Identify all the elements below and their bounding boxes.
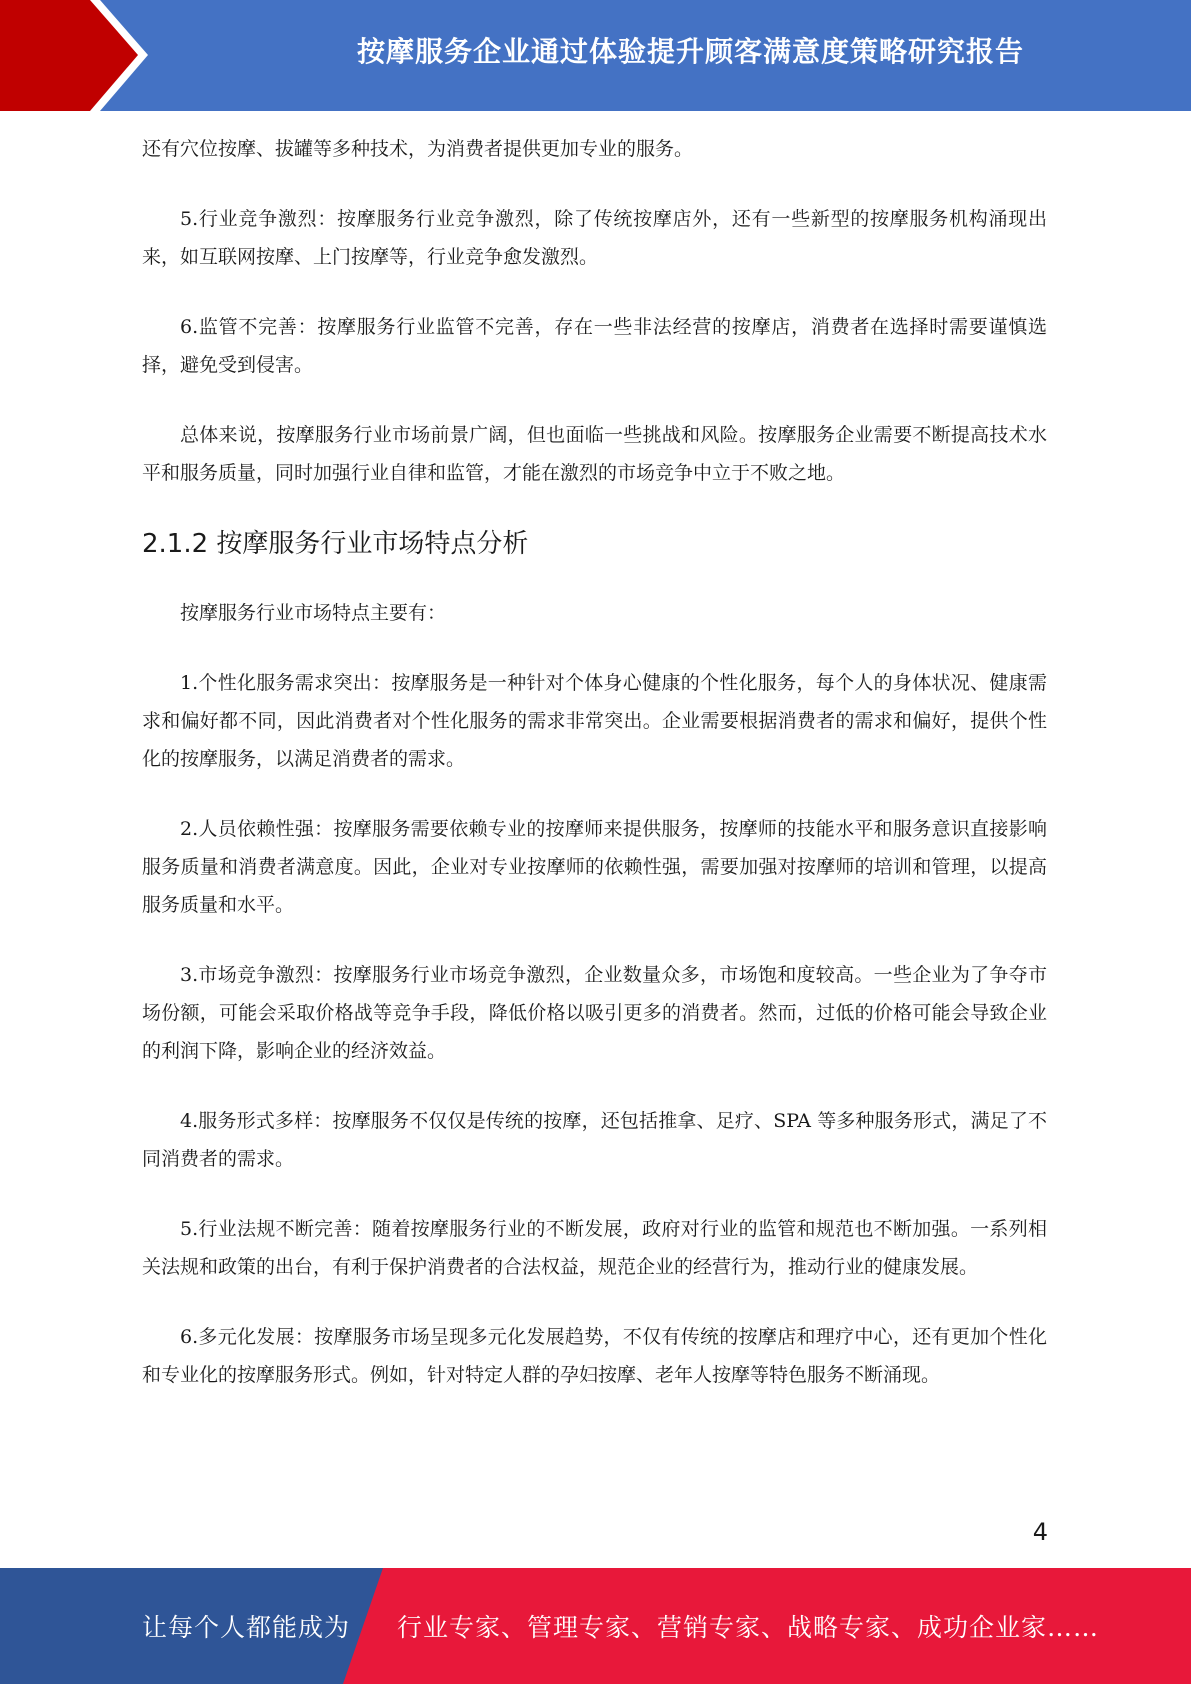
paragraph: 4.服务形式多样：按摩服务不仅仅是传统的按摩，还包括推拿、足疗、SPA 等多种服务形式，满足了不同消费者的需求。 xyxy=(142,1110,1047,1170)
page-footer xyxy=(0,1568,1191,1684)
footer-slogan-right: 行业专家、管理专家、营销专家、战略专家、成功企业家…… xyxy=(397,1613,1100,1642)
paragraph: 按摩服务行业市场特点主要有： xyxy=(180,602,447,624)
footer-slogan-left: 让每个人都能成为 xyxy=(142,1613,351,1642)
page-header xyxy=(0,0,1191,111)
paragraph: 5.行业竞争激烈：按摩服务行业竞争激烈，除了传统按摩店外，还有一些新型的按摩服务机构涌现出来，如互联网按摩、上门按摩等，行业竞争愈发激烈。 xyxy=(142,208,1047,268)
paragraph: 总体来说，按摩服务行业市场前景广阔，但也面临一些挑战和风险。按摩服务企业需要不断提高技术水平和服务质量，同时加强行业自律和监管，才能在激烈的市场竞争中立于不败之地。 xyxy=(142,424,1047,484)
section-heading: 2.1.2 按摩服务行业市场特点分析 xyxy=(142,529,529,559)
paragraph: 3.市场竞争激烈：按摩服务行业市场竞争激烈，企业数量众多，市场饱和度较高。一些企业为了争夺市场份额，可能会采取价格战等竞争手段，降低价格以吸引更多的消费者。然而，过低的价格可能会导致企业的利润下降，影响企业的经济效益。 xyxy=(142,964,1047,1062)
paragraph: 还有穴位按摩、拔罐等多种技术，为消费者提供更加专业的服务。 xyxy=(142,138,694,160)
page-number: 4 xyxy=(1032,1518,1048,1546)
paragraph: 1.个性化服务需求突出：按摩服务是一种针对个体身心健康的个性化服务，每个人的身体状况、健康需求和偏好都不同，因此消费者对个性化服务的需求非常突出。企业需要根据消费者的需求和偏好，提供个性化的按摩服务，以满足消费者的需求。 xyxy=(142,672,1047,770)
paragraph: 5.行业法规不断完善：随着按摩服务行业的不断发展，政府对行业的监管和规范也不断加强。一系列相关法规和政策的出台，有利于保护消费者的合法权益，规范企业的经营行为，推动行业的健康发展。 xyxy=(142,1218,1047,1278)
document-title: 按摩服务企业通过体验提升顾客满意度策略研究报告 xyxy=(356,35,1024,68)
paragraph: 6.监管不完善：按摩服务行业监管不完善，存在一些非法经营的按摩店，消费者在选择时需要谨慎选择，避免受到侵害。 xyxy=(142,316,1047,376)
paragraph: 6.多元化发展：按摩服务市场呈现多元化发展趋势，不仅有传统的按摩店和理疗中心，还有更加个性化和专业化的按摩服务形式。例如，针对特定人群的孕妇按摩、老年人按摩等特色服务不断涌现。 xyxy=(142,1326,1047,1386)
page-body xyxy=(142,130,1047,1426)
paragraph: 2.人员依赖性强：按摩服务需要依赖专业的按摩师来提供服务，按摩师的技能水平和服务意识直接影响服务质量和消费者满意度。因此，企业对专业按摩师的依赖性强，需要加强对按摩师的培训和管理，以提高服务质量和水平。 xyxy=(142,818,1047,916)
